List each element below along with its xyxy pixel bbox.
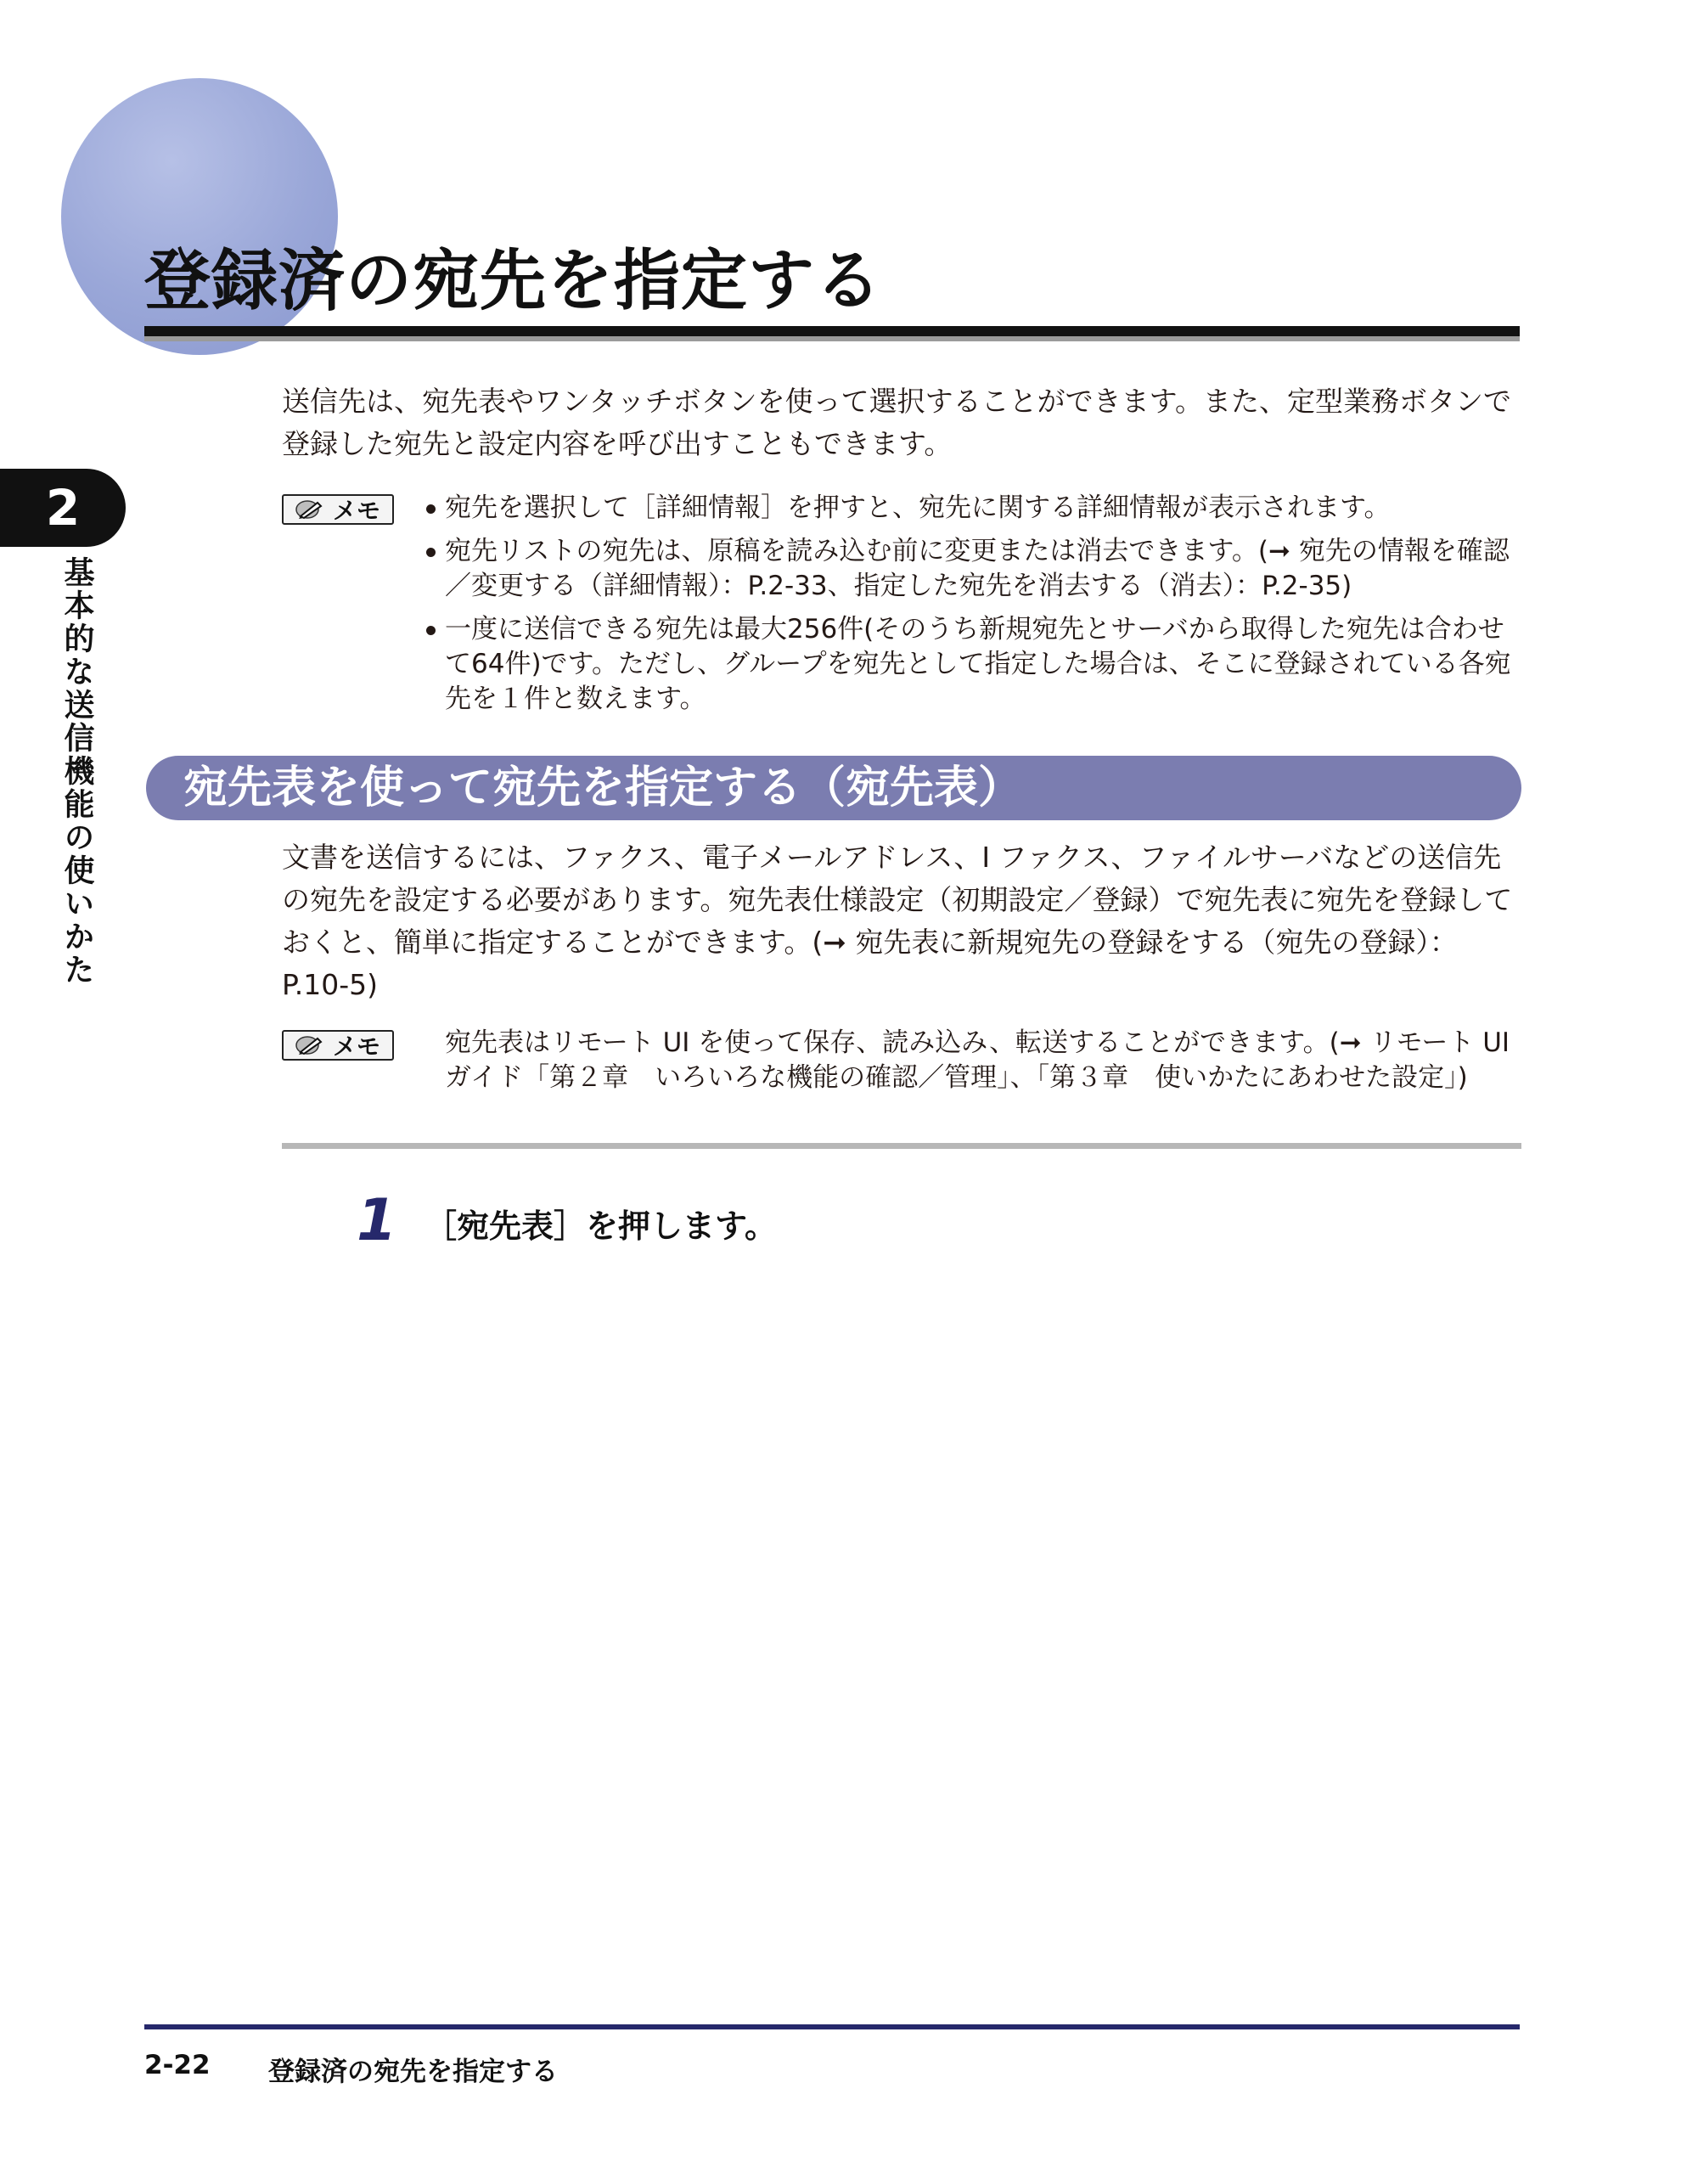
section-heading: 宛先表を使って宛先を指定する（宛先表） <box>183 763 1023 813</box>
memo-list <box>426 491 1521 725</box>
chapter-name: 基本的な送信機能の使いかた <box>59 556 94 987</box>
page-title: 登録済の宛先を指定する <box>144 243 883 319</box>
footer-title: 登録済の宛先を指定する <box>268 2057 558 2087</box>
section-divider <box>282 1143 1521 1149</box>
footer-rule <box>144 2024 1520 2029</box>
memo-item: 宛先リストの宛先は、原稿を読み込む前に変更または消去できます。(➞ 宛先の情報を確認／変更する（詳細情報）：P.2-33、指定した宛先を消去する（消去）：P.2-35) <box>426 534 1521 604</box>
memo-badge <box>282 494 394 525</box>
pencil-icon <box>295 499 326 520</box>
intro-paragraph: 送信先は、宛先表やワンタッチボタンを使って選択することができます。また、定型業務ボタンで登録した宛先と設定内容を呼び出すこともできます。 <box>282 385 1512 460</box>
chapter-tab <box>0 469 126 547</box>
step-instruction: ［宛先表］を押します。 <box>424 1207 777 1245</box>
title-rule-shadow <box>144 336 1520 341</box>
memo-badge-label: メモ <box>332 497 380 525</box>
memo-badge <box>282 1030 394 1061</box>
step-number: 1 <box>357 1187 397 1254</box>
chapter-number: 2 <box>45 479 81 537</box>
memo-item: 一度に送信できる宛先は最大256件(そのうち新規宛先とサーバから取得した宛先は合わせて64件)です。ただし、グループを宛先として指定した場合は、そこに登録されている各宛先を１件と数えます。 <box>426 612 1521 717</box>
memo-item: 宛先を選択して［詳細情報］を押すと、宛先に関する詳細情報が表示されます。 <box>426 491 1521 526</box>
section-paragraph: 文書を送信するには、ファクス、電子メールアドレス、I ファクス、ファイルサーバなどの送信先の宛先を設定する必要があります。宛先表仕様設定（初期設定／登録）で宛先表に宛先を登録しておくと、簡単に指定することができます。(➞ 宛先表に新規宛先の登録をする（宛先の登録）：P.10-5) <box>282 841 1513 1001</box>
memo-text: 宛先表はリモート UI を使って保存、読み込み、転送することができます。(➞ リモート UI ガイド「第２章 いろいろな機能の確認／管理」、「第３章 使いかたにあわせた設定」) <box>445 1027 1510 1093</box>
page-number: 2-22 <box>144 2050 211 2080</box>
title-rule <box>144 326 1520 336</box>
memo-badge-label: メモ <box>332 1033 380 1061</box>
pencil-icon <box>295 1035 326 1055</box>
